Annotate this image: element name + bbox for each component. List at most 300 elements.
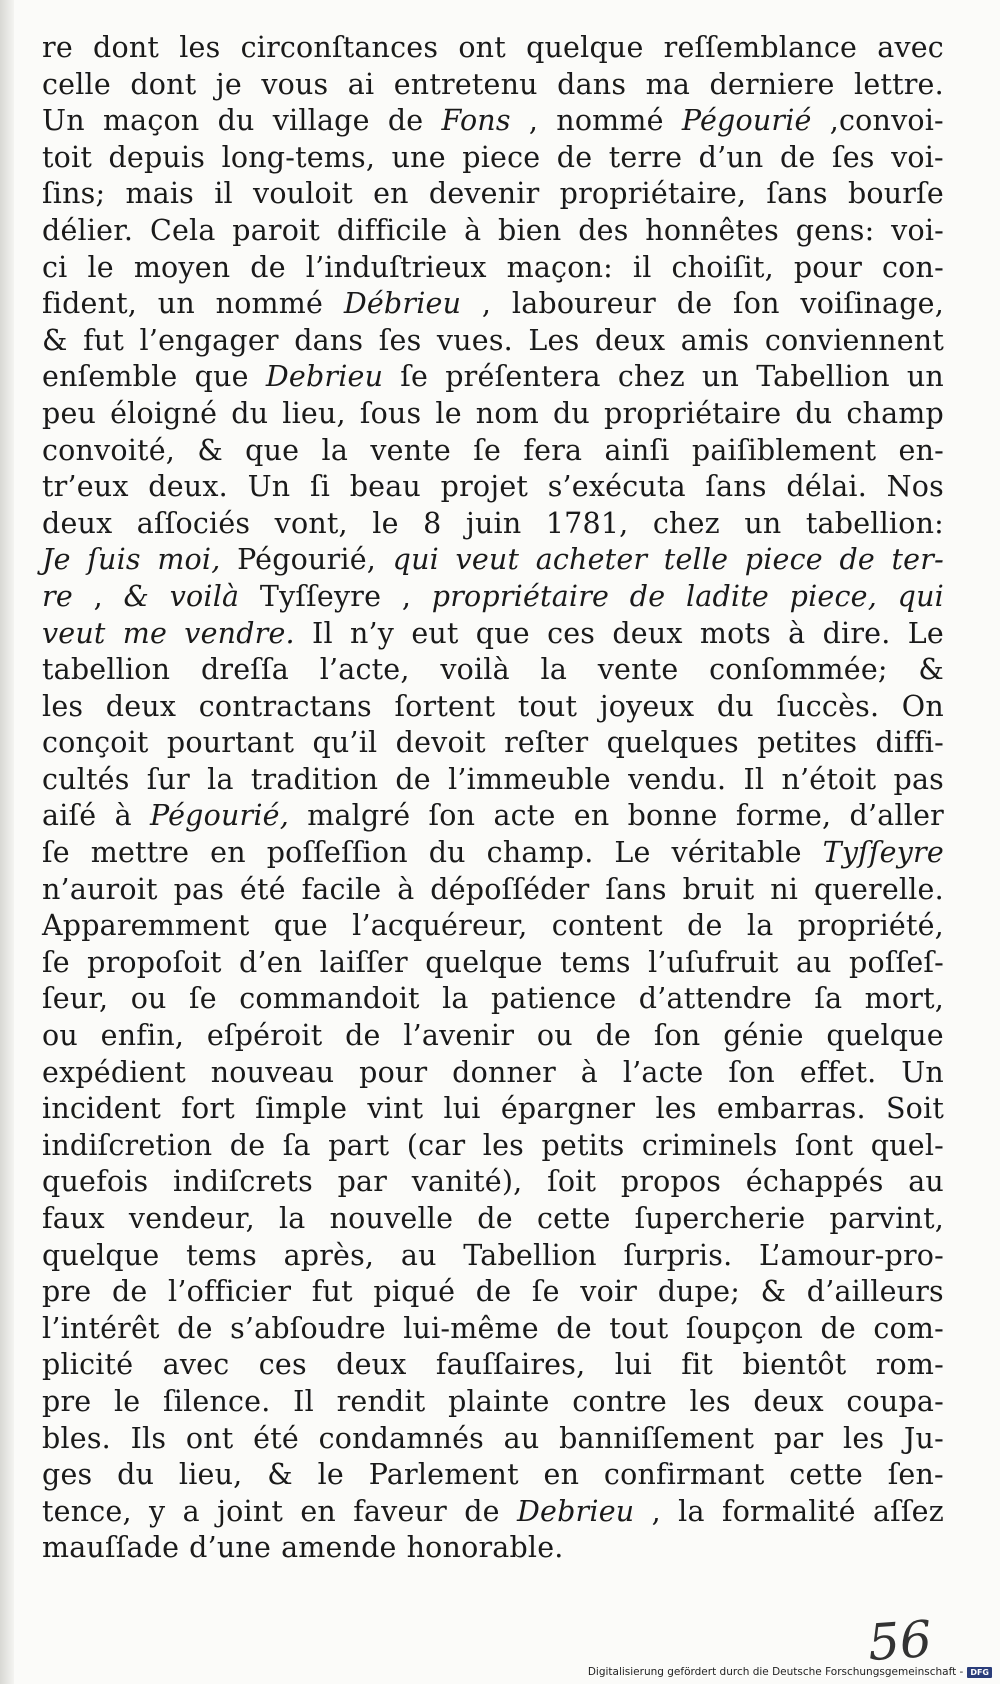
word: joyeux (599, 689, 695, 723)
word: ſortent (394, 689, 496, 723)
word: les (689, 1384, 731, 1418)
word: deux (105, 689, 177, 723)
word: fident, (42, 287, 138, 321)
word: parvint, (829, 1202, 944, 1235)
word: le (87, 250, 114, 284)
word: lettre. (854, 67, 944, 101)
word: tout (609, 1311, 669, 1345)
word: nouveau (210, 1055, 335, 1089)
word: vendu. (628, 762, 727, 796)
word: Il (743, 762, 765, 796)
text-line (42, 579, 944, 616)
word: ges (42, 1458, 93, 1492)
word: lieu, (178, 1458, 243, 1492)
word: mauſſade (42, 1531, 180, 1565)
word: ſoupçon (685, 1311, 804, 1345)
word: ont (458, 31, 506, 64)
word: de (595, 1019, 632, 1053)
word: ſeur, (42, 982, 109, 1016)
word: de (820, 1311, 856, 1345)
word: qu’il (312, 726, 378, 760)
word: en (573, 799, 610, 833)
word: avec (162, 1348, 230, 1382)
word: criminels (641, 1128, 778, 1162)
footer-credit: Digitalisierung gefördert durch die Deutsche Forschungsgemeinschaft - (587, 1666, 964, 1678)
word: les (655, 1092, 697, 1126)
word: ſuccès. (776, 689, 880, 723)
word: ſoit (547, 1165, 597, 1199)
word: Soit (885, 1092, 944, 1126)
word: com- (873, 1311, 944, 1345)
word: facile (301, 872, 382, 906)
word: joint (217, 1494, 284, 1528)
word: rom- (875, 1348, 944, 1382)
text-line (42, 1238, 944, 1275)
word: ces (258, 1348, 307, 1382)
word: vente (370, 433, 451, 467)
word: Les (528, 323, 580, 357)
word: délai. (786, 470, 867, 504)
word: ou (42, 1019, 78, 1053)
word: lui-même (403, 1311, 539, 1345)
text-line (42, 1530, 944, 1567)
text-line (42, 1128, 944, 1165)
word: l’acte, (319, 653, 410, 687)
word: entretenu (393, 67, 538, 101)
word: acte (493, 799, 556, 833)
word: il (214, 177, 233, 211)
word: lieu, (282, 396, 346, 430)
word: laboureur (511, 287, 657, 321)
word: l’intérêt (42, 1311, 160, 1345)
word: contre (572, 1384, 667, 1418)
word: fut (83, 323, 125, 357)
word: voiſinage, (800, 287, 944, 321)
word: beau (349, 470, 421, 504)
word: fut (311, 1275, 353, 1309)
word: de (111, 1275, 148, 1309)
word: plainte (448, 1384, 550, 1418)
word: ma (645, 67, 691, 101)
word: piece (462, 140, 541, 174)
word: incident (42, 1092, 162, 1126)
word: L’amour-pro- (759, 1238, 944, 1272)
word: tems (559, 945, 631, 979)
text-line (42, 945, 944, 982)
body-text (42, 30, 944, 1567)
word: le (113, 1384, 141, 1418)
word: amende (281, 1531, 397, 1565)
word: piqué (373, 1275, 456, 1309)
word: la (540, 653, 568, 687)
text-line (42, 798, 944, 835)
word: quelque (526, 31, 644, 64)
word: deux. (148, 470, 228, 504)
word: expédient (42, 1055, 186, 1089)
word: Tabellion (756, 360, 890, 394)
word: & (42, 323, 68, 357)
word: d’attendre (638, 982, 792, 1016)
text-line (42, 542, 944, 579)
text-line (42, 103, 944, 140)
word: 1781, (545, 506, 629, 540)
word: ladite (685, 579, 769, 613)
word: à (580, 1055, 598, 1089)
word: deux (594, 323, 666, 357)
word: moi, (157, 543, 221, 577)
footer (588, 1666, 992, 1678)
word: du (117, 1458, 155, 1492)
word: Debrieu (517, 1494, 635, 1528)
word: Il (312, 616, 333, 650)
word: à (114, 799, 132, 833)
word: a (182, 1494, 200, 1528)
word: y (149, 1494, 166, 1528)
word: la (207, 762, 234, 796)
word: vente (597, 653, 679, 687)
word: ſa (814, 982, 843, 1016)
word: ci (42, 250, 68, 284)
text-line (42, 1201, 944, 1238)
word: Le (907, 616, 944, 650)
word: vous (261, 67, 329, 101)
word: embarras. (716, 1092, 866, 1126)
word: vouloit (253, 177, 353, 211)
word: & (267, 1458, 293, 1492)
word: de (839, 543, 875, 577)
word: délier. (42, 213, 134, 247)
word: champ. (486, 836, 594, 870)
word: me (122, 616, 168, 650)
word: vint (367, 1092, 424, 1126)
word: un (157, 287, 195, 321)
word: indiſcrets (173, 1165, 313, 1199)
word: mort, (864, 982, 944, 1016)
word: le (435, 396, 462, 430)
word: tradition (250, 762, 379, 796)
word: Un (901, 1055, 944, 1089)
word: pas (893, 762, 944, 796)
word: du (217, 104, 255, 138)
word: il (632, 250, 652, 284)
text-line (42, 323, 944, 360)
word: ou (130, 982, 167, 1016)
word: indiſcretion (42, 1128, 213, 1162)
word: nommé (556, 104, 664, 138)
text-line (42, 725, 944, 762)
word: ſa (282, 1128, 311, 1162)
word: de (345, 1019, 381, 1053)
word: faveur (353, 1494, 447, 1528)
text-line (42, 652, 944, 689)
word: mettre (90, 836, 190, 870)
word: de (250, 250, 286, 284)
word: ſon (728, 1055, 775, 1089)
word: que (194, 360, 249, 394)
text-line (42, 762, 944, 799)
word: ont (185, 1421, 234, 1455)
text-line (42, 1384, 944, 1421)
word: Tyſſeyre (822, 836, 944, 870)
word: & (197, 433, 223, 467)
word: bles. (42, 1421, 111, 1455)
word: Le (614, 836, 651, 870)
word: au (503, 1421, 540, 1455)
word: de (676, 287, 713, 321)
text-line (42, 1311, 944, 1348)
word: ,convoi- (829, 104, 944, 138)
word: laiſſer (319, 945, 408, 979)
word: mais (125, 177, 194, 211)
word: de (387, 104, 424, 138)
word: paiſiblement (691, 433, 877, 467)
word: voi- (891, 213, 944, 247)
text-line (42, 1274, 944, 1311)
word: de (464, 1494, 500, 1528)
word: toit (42, 140, 92, 174)
word: formalité (721, 1494, 856, 1528)
word: un (744, 506, 782, 540)
word: forme, (735, 799, 832, 833)
page-number: 56 (866, 1609, 934, 1673)
word: de (475, 1275, 512, 1309)
word: de (229, 1128, 266, 1162)
word: ſurpris. (623, 1238, 733, 1272)
word: choiſit, (671, 250, 774, 284)
word: patience (490, 982, 617, 1016)
word: Un (42, 104, 85, 138)
word: du (795, 396, 833, 430)
word: quelque (826, 1019, 944, 1053)
word: vues. (436, 323, 513, 357)
word: dire. (822, 616, 891, 650)
word: quelque (425, 945, 543, 979)
word: bien (498, 213, 562, 247)
word: tence, (42, 1494, 132, 1528)
word: ni (770, 872, 799, 906)
word: fort (181, 1092, 235, 1126)
word: l’uſufruit (648, 945, 779, 979)
word: la (678, 1494, 705, 1528)
word: ſe (42, 945, 70, 979)
word: Nos (886, 470, 944, 504)
text-line (42, 359, 944, 396)
word: s’exécuta (547, 470, 686, 504)
word: l’engager (139, 323, 279, 357)
word: en (210, 836, 246, 870)
word: acheter (535, 543, 648, 577)
word: veut (455, 543, 520, 577)
word: nommé (215, 287, 324, 321)
word: été (253, 1421, 299, 1455)
word: tr’eux (42, 470, 129, 504)
word: , (93, 579, 103, 613)
word: pre (42, 1275, 92, 1309)
word: On (901, 689, 944, 723)
word: plicité (42, 1348, 134, 1382)
word: aſſez (872, 1494, 944, 1528)
word: en (373, 177, 409, 211)
word: & (760, 1275, 787, 1309)
word: poſſeſſion (266, 836, 408, 870)
word: diffi- (875, 726, 944, 760)
word: la (746, 909, 774, 943)
word: propriété, (797, 909, 944, 943)
word: Fons (441, 104, 511, 138)
word: circonſtances (240, 31, 439, 64)
text-line (42, 30, 944, 67)
word: (car (406, 1128, 466, 1162)
word: le (372, 506, 399, 540)
word: pre (42, 1384, 92, 1418)
word: Un (247, 470, 291, 504)
text-line (42, 433, 944, 470)
word: ſans (766, 177, 828, 211)
word: ſe (400, 360, 429, 394)
word: ſe (531, 1275, 560, 1309)
word: du (428, 836, 466, 870)
word: nom (475, 396, 539, 430)
word: les (179, 31, 221, 64)
word: ſe (473, 433, 502, 467)
word: banniſſement (559, 1421, 755, 1455)
word: propos (620, 1165, 722, 1199)
word: ſen- (887, 1458, 944, 1492)
word: pour (793, 250, 863, 284)
word: amis (680, 323, 750, 357)
word: eut (411, 616, 459, 650)
word: ſe (189, 982, 217, 1016)
word: des (578, 213, 629, 247)
word: ſon (653, 1019, 701, 1053)
word: juin (465, 506, 522, 540)
word: commandoit (239, 982, 420, 1016)
word: petits (541, 1128, 625, 1162)
word: tabellion: (805, 506, 944, 540)
word: voir (580, 1275, 638, 1309)
word: ſilence. (163, 1384, 271, 1418)
word: enfin, (100, 1019, 185, 1053)
word: pourtant (166, 726, 295, 760)
word: voilà (169, 579, 240, 613)
text-line (42, 67, 944, 104)
word: l’avenir (403, 1019, 515, 1053)
word: le (317, 1458, 344, 1492)
text-line (42, 908, 944, 945)
text-line (42, 1018, 944, 1055)
word: propoſoit (87, 945, 222, 979)
word: la (321, 433, 349, 467)
word: la (278, 1202, 306, 1235)
word: échappés (745, 1165, 884, 1199)
word: gens: (795, 213, 875, 247)
word: ſimple (255, 1092, 348, 1126)
word: projet (440, 470, 529, 504)
word: dépoſſéder (430, 872, 590, 906)
word: Pégourié, (150, 799, 289, 833)
word: ſur (146, 762, 190, 796)
word: re (42, 31, 73, 64)
word: ſes (378, 323, 422, 357)
word: épargner (500, 1092, 636, 1126)
word: reſſemblance (663, 31, 858, 64)
word: de (556, 140, 593, 174)
word: donner (452, 1055, 556, 1089)
word: re (42, 579, 73, 613)
word: ſupercherie (634, 1202, 806, 1235)
word: de (177, 1311, 213, 1345)
word: devenir (428, 177, 540, 211)
word: l’officier (168, 1275, 292, 1309)
word: Tabellion (463, 1238, 597, 1272)
word: la (442, 982, 469, 1016)
text-line (42, 140, 944, 177)
word: faux (42, 1202, 105, 1235)
text-line (42, 469, 944, 506)
word: vont, (274, 506, 348, 540)
word: voilà (440, 653, 510, 687)
word: cultés (42, 762, 130, 796)
word: du (716, 689, 754, 723)
word: moyen (133, 250, 231, 284)
word: avec (877, 31, 944, 64)
word: maçon (102, 104, 200, 138)
text-line (42, 213, 944, 250)
word: piece, (789, 579, 877, 613)
word: l’acquéreur, (352, 909, 528, 943)
word: du (231, 396, 269, 430)
word: paroit (232, 213, 321, 247)
word: un (701, 360, 740, 394)
word: ces (547, 616, 596, 650)
word: quel- (870, 1128, 944, 1162)
word: Débrieu (343, 287, 462, 321)
word: pour (359, 1055, 428, 1089)
word: ſuis (87, 543, 141, 577)
word: ſans (705, 470, 767, 504)
word: petites (757, 726, 858, 760)
word: nouvelle (329, 1202, 454, 1235)
word: , (401, 579, 412, 613)
word: convoité, (42, 433, 176, 467)
word: à (788, 616, 806, 650)
word: depuis (108, 140, 206, 174)
word: honnêtes (645, 213, 779, 247)
word: fit (681, 1348, 713, 1382)
word: dupe; (657, 1275, 740, 1309)
word: champ (846, 396, 944, 430)
word: à (464, 213, 482, 247)
word: ſes (831, 140, 875, 174)
word: piece (744, 543, 823, 577)
word: propriétaire (431, 579, 610, 613)
word: mots (699, 616, 771, 650)
word: terre (608, 140, 683, 174)
word: dreſſa (200, 653, 289, 687)
dfg-logo: DFG (967, 1667, 992, 1678)
word: en (543, 1458, 580, 1492)
word: conſommée; (709, 653, 888, 687)
text-line (42, 1055, 944, 1092)
word: ſins; (42, 177, 106, 211)
word: éloigné (110, 396, 218, 430)
word: d’aller (849, 799, 944, 833)
word: génie (723, 1019, 804, 1053)
word: vendre. (184, 616, 295, 650)
word: rendit (336, 1384, 426, 1418)
word: n’y (349, 616, 395, 650)
word: , (481, 287, 492, 321)
